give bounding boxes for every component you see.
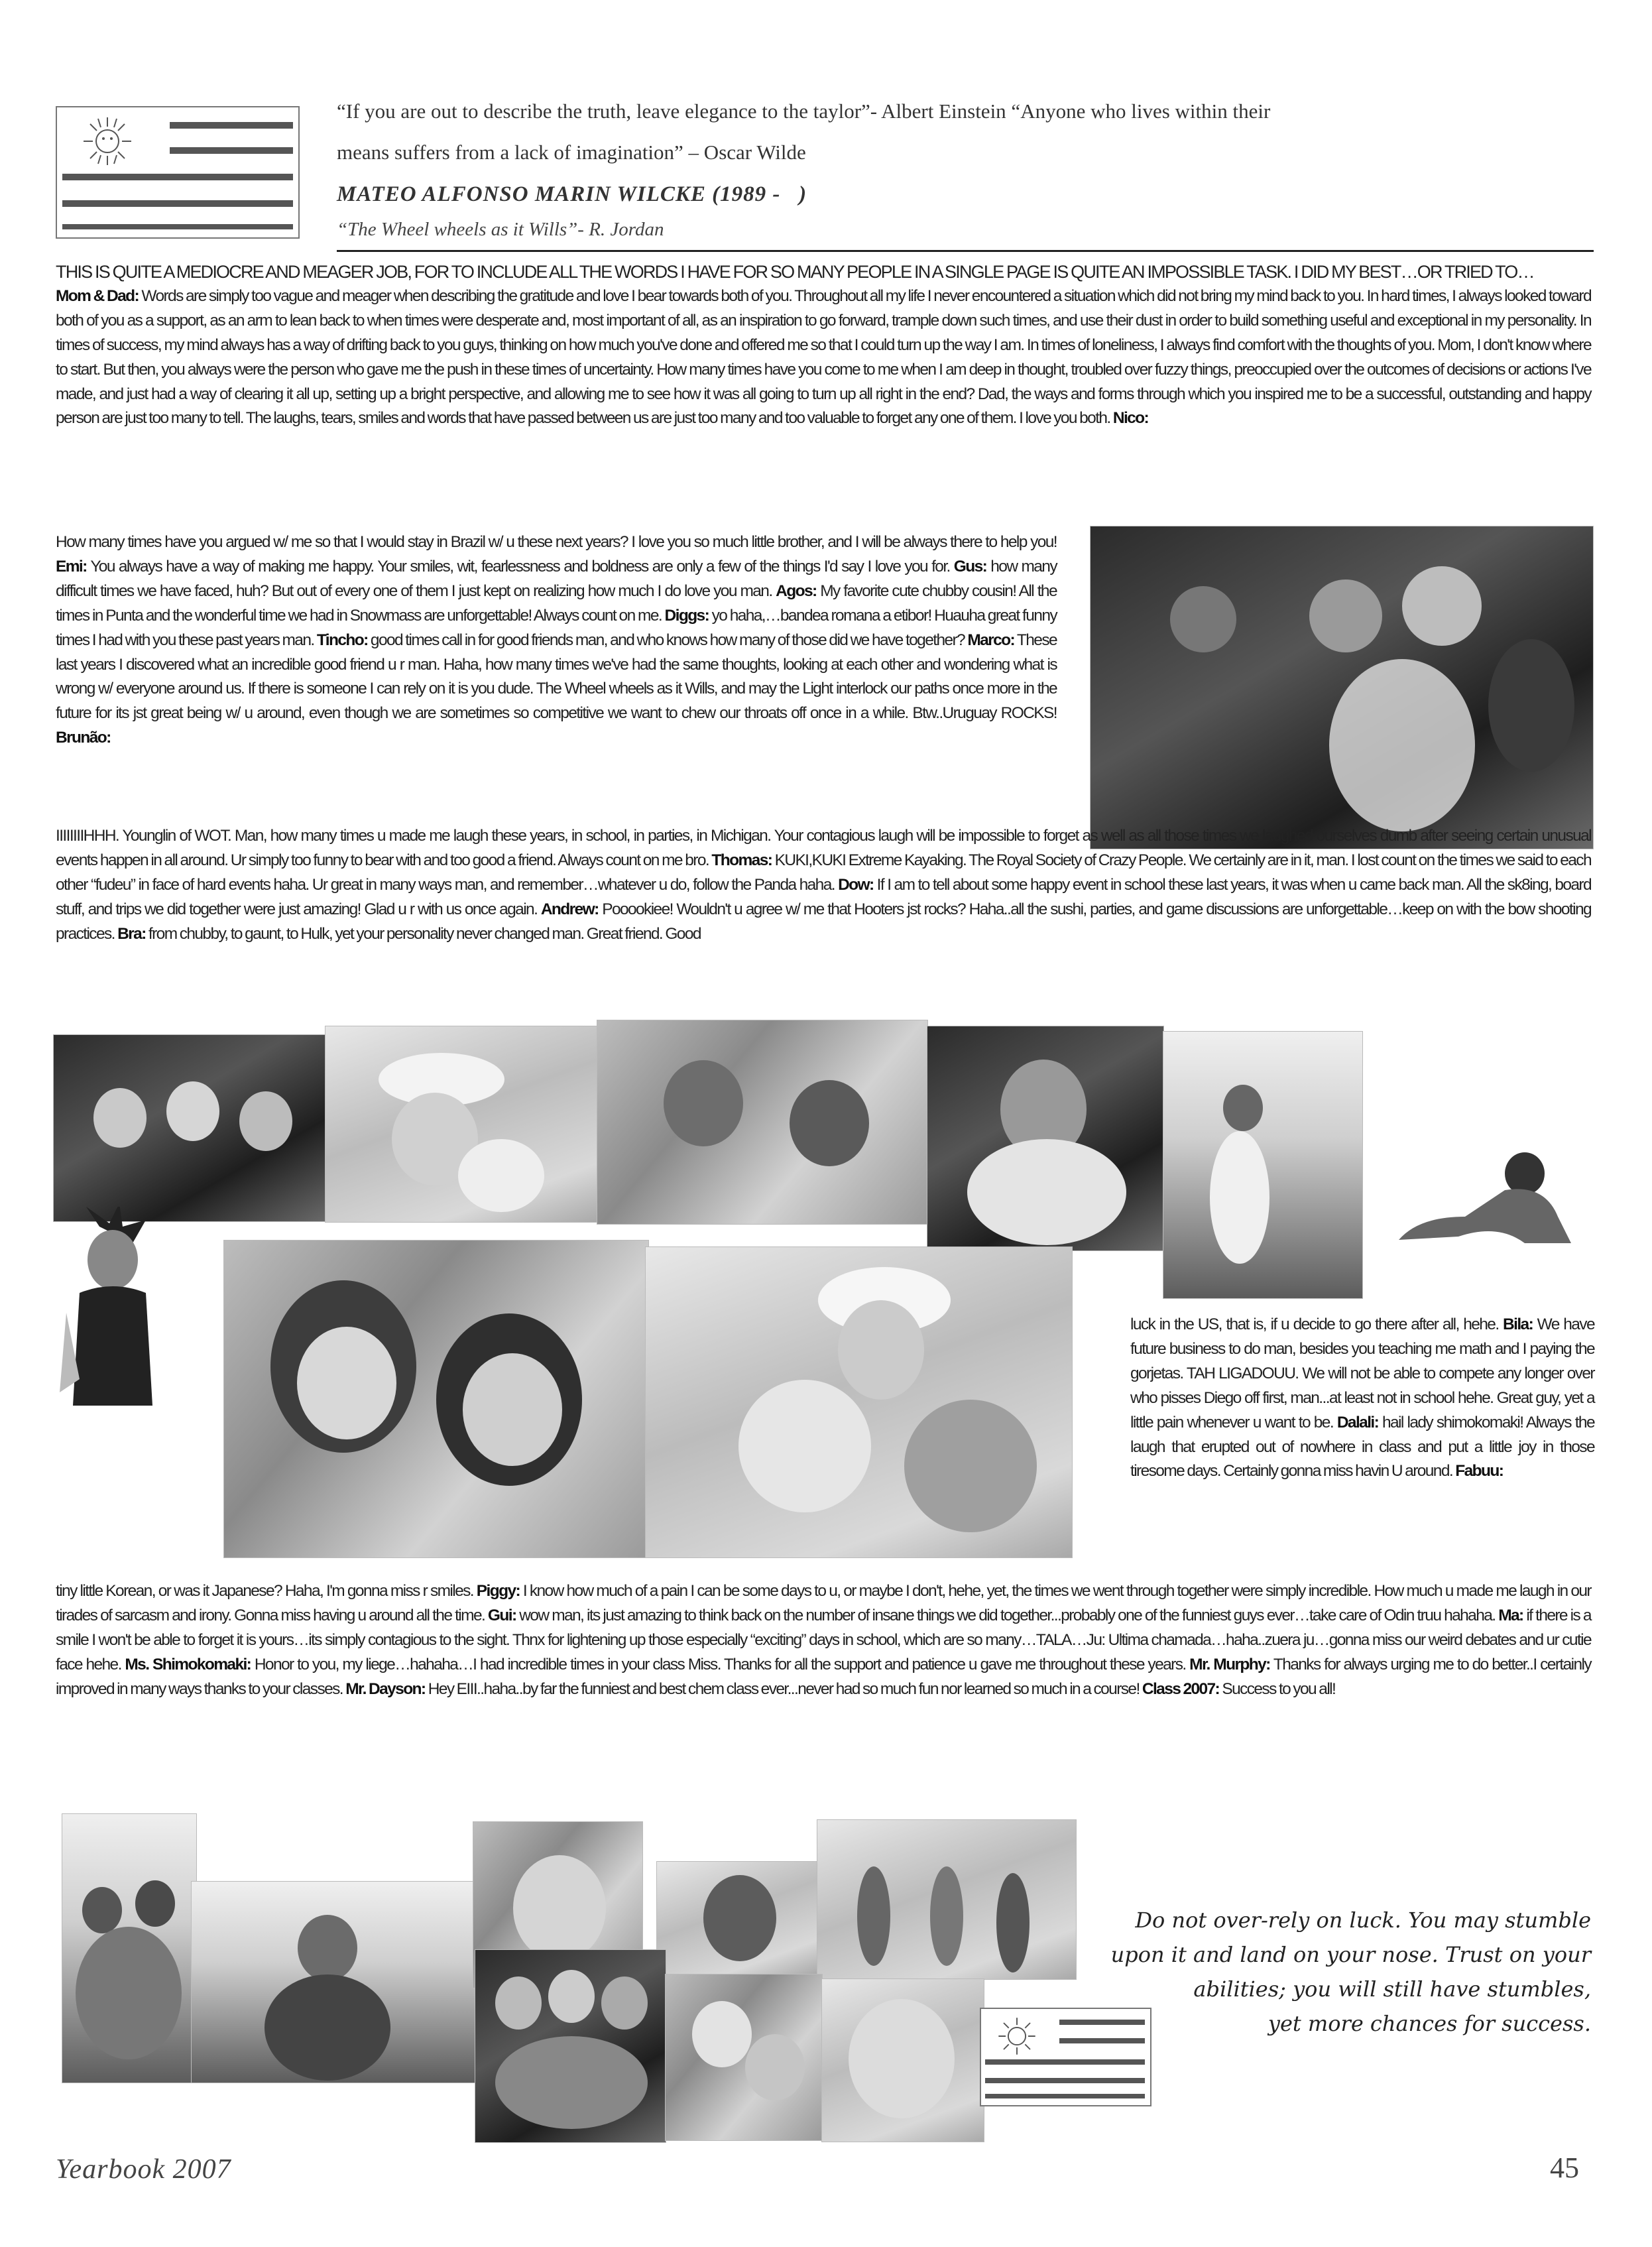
msg-ms-shimokomaki: Honor to you, my liege…hahaha…I had incredible times in your class Miss. Thanks for all the support and patience u gave me throughout these years. bbox=[254, 1655, 1186, 1673]
msg-bila: We have future business to do man, besides you teaching me math and I paying the gorjetas. TAH LIGADOUU. We will not be able to compete any longer over who pisses Diego off first, man...at least not in school hehe. Great guy, yet a little pain whenever u want to be. bbox=[1130, 1315, 1594, 1431]
photo-guy-sitting-cutout bbox=[1392, 1144, 1591, 1250]
dedication-text-top bbox=[56, 260, 1591, 525]
quote-jordan: “The Wheel wheels as it Wills”- R. Jordan bbox=[337, 219, 664, 240]
msg-gus: how many difficult times we have faced, huh? But out of every one of them I just kept on realizing how much I do love you man. bbox=[56, 557, 1057, 600]
msg-mom-dad: Words are simply too vague and meager when describing the gratitude and love I bear towards both of you. Throughout all my life I never encountered a situation which did not bring my mind back to you. In hard times, I always looked toward both of you as a support, as an arm to lean back to when times were desperate and, most important of all, as an inspiration to go forward, trample down such times, and use their dust in order to build something useful and exceptional in my personality. In times of success, my mind always has a way of drifting back to you guys, thinking on how much you've done and offered me so that I could turn up the way I am. In times of loneliness, I always find comfort with the thoughts of you. Mom, I don't know where to start. But then, you always were the person who gave me the push in these times of uncertainty. How many times have you come to me when I am deep in thought, troubled over fuzzy things, preoccupied over the outcomes of decisions or actions I've made, and just had a way of clearing it all up, setting up a bright perspective, and allowing me to see how it was all going to turn up all right in the end? Dad, the ways and forms through which you inspired me to be a successful, outstanding and happy person are just too many to tell. The laughs, tears, smiles and words that have passed between us are just too many and too valuable to forget any one of them. I love you both. bbox=[56, 286, 1591, 428]
photo-guy-in-canoe bbox=[191, 1881, 476, 2083]
name-dow: Dow: bbox=[838, 875, 874, 894]
name-marco: Marco: bbox=[967, 631, 1015, 649]
name-bra: Bra: bbox=[117, 924, 146, 943]
name-fabuu: Fabuu: bbox=[1455, 1462, 1504, 1481]
photo-group-sitting bbox=[475, 1949, 666, 2143]
closing-quote-line-4: yet more chances for success. bbox=[1268, 2011, 1591, 2036]
name-ms-shimokomaki: Ms. Shimokomaki: bbox=[125, 1655, 251, 1673]
msg-agos: My favorite cute chubby cousin! All the times in Punta and the wonderful time we had in Snowmass are unforgettable! Always count on me. bbox=[56, 581, 1057, 625]
msg-dow: If I am to tell about some happy event in school these last years, it was when u came back man. All the sk8ing, board stuff, and trips we did together were just amazing! Glad u r with us once again. bbox=[56, 875, 1591, 918]
closing-quote-line-2: upon it and land on your nose. Trust on your bbox=[1110, 1942, 1591, 1967]
quote-einstein: “If you are out to describe the truth, leave elegance to the taylor”- Albert Einstein “Anyone who lives within their bbox=[337, 99, 1271, 123]
msg-emi: You always have a way of making me happy. Your smiles, wit, fearlessness and boldness are only a few of the things I'd say I love you for. bbox=[90, 557, 950, 576]
name-mom-dad: Mom & Dad: bbox=[56, 286, 139, 305]
msg-thomas: KUKI,KUKI Extreme Kayaking. The Royal Society of Crazy People. We certainly are in it, man. I lost count on the times we said to each other “fudeu” in face of hard events haha. Ur great in many ways man, and remember…whatever u do, follow the Panda haha. bbox=[56, 851, 1591, 894]
closing-quote-line-1: Do not over-rely on luck. You may stumble bbox=[1135, 1908, 1591, 1933]
name-nico: Nico: bbox=[1112, 409, 1149, 428]
msg-andrew: Pooookiee! Wouldn't u agree w/ me that Hooters jst rocks? Haha..all the sushi, parties, and game discussions are unforgettable…keep on with the bow shooting practices. bbox=[56, 900, 1591, 943]
name-gui: Gui: bbox=[487, 1606, 516, 1624]
sun-of-may-icon bbox=[64, 113, 150, 170]
quote-wilde: means suffers from a lack of imagination” – Oscar Wilde bbox=[337, 141, 806, 164]
name-emi: Emi: bbox=[56, 557, 87, 576]
name-gus: Gus: bbox=[953, 557, 987, 576]
sun-of-may-icon-small bbox=[985, 2013, 1049, 2059]
msg-ma: if there is a smile I won't be able to forget it is yours…its simply contagious to the sight. Thnx for lightening up those especially “exciting” days in school, which are so many…TALA…Ju: Ultima chamada…haha..zuera ju…gonna miss our weird debates and ur cutie face hehe. bbox=[56, 1606, 1591, 1673]
photo-couple-on-beach bbox=[645, 1246, 1073, 1558]
photo-guy-on-porch bbox=[1163, 1031, 1363, 1299]
name-class-2007: Class 2007: bbox=[1142, 1679, 1220, 1698]
msg-brunao: IIIIIIIIHHH. Younglin of WOT. Man, how many times u made me laugh these years, in school, in parties, in Michigan. Your contagious laugh will be impossible to forget as well as all those times we laughed ourselves dumb after seeing certain unusual events happen in all around. Ur simply too funny to bear with and too good a friend. Always count on me bro. bbox=[56, 827, 1591, 869]
msg-bra: from chubby, to gaunt, to Hulk, yet your personality never changed man. Great friend. Good bbox=[148, 924, 701, 943]
name-mr-dayson: Mr. Dayson: bbox=[345, 1679, 426, 1698]
name-bila: Bila: bbox=[1503, 1315, 1533, 1333]
uruguay-flag-icon bbox=[56, 106, 300, 239]
name-thomas: Thomas: bbox=[711, 851, 772, 869]
name-diggs: Diggs: bbox=[664, 606, 709, 625]
dedication-text-left-col bbox=[56, 530, 1057, 849]
photo-friends-night bbox=[1090, 526, 1594, 849]
msg-piggy: I know how much of a pain I can be some days to u, or maybe I don't, hehe, yet, the times we went through together were simply incredible. How much u made me laugh in our tirades of sarcasm and irony. Gonna miss having u around all the time. bbox=[56, 1582, 1591, 1624]
msg-marco: These last years I discovered what an incredible good friend u r man. Haha, how many times we've had the same thoughts, looking at each other and wondering what is wrong w/ everyone around us. If there is someone I can rely on it is you dude. The Wheel wheels as it Wills, and may the Light interlock our paths once more in the future for its jst great being w/ u around, even though we are sometimes so competitive we want to chew our throats off once in a while. Btw..Uruguay ROCKS! bbox=[56, 631, 1057, 723]
photo-three-friends bbox=[53, 1034, 329, 1222]
msg-tincho: good times call in for good friends man, and who knows how many of those did we have together? bbox=[370, 631, 965, 649]
photo-close-up-friends bbox=[223, 1240, 649, 1558]
name-tincho: Tincho: bbox=[316, 631, 368, 649]
closing-quote bbox=[1067, 1903, 1591, 2041]
msg-fabuu: tiny little Korean, or was it Japanese? Haha, I'm gonna miss r smiles. bbox=[56, 1582, 473, 1600]
msg-gui: wow man, its just amazing to think back on the number of insane things we did together...probably one of the funniest guys ever…take care of Odin truu hahaha. bbox=[519, 1606, 1496, 1624]
photo-guy-with-glasses bbox=[656, 1861, 818, 1975]
dedication-text-mid bbox=[56, 824, 1591, 1003]
photo-kids-with-hat bbox=[325, 1026, 599, 1223]
name-andrew: Andrew: bbox=[540, 900, 599, 918]
photo-guy-eating bbox=[927, 1026, 1164, 1251]
name-ma: Ma: bbox=[1498, 1606, 1523, 1624]
photo-funny-face bbox=[821, 1978, 984, 2142]
name-brunao: Brunão: bbox=[56, 729, 111, 747]
dedication-text-right-col bbox=[1130, 1313, 1594, 1591]
msg-diggs: yo haha,…bandea romana a etibor! Huauha great funny times I had with you these past years man. bbox=[56, 606, 1057, 649]
msg-mr-dayson: Hey EIII..haha..by far the funniest and best chem class ever...never had so much fun nor learned so much in a course! bbox=[428, 1679, 1140, 1698]
photo-beach-group bbox=[817, 1819, 1077, 1980]
msg-bra-continued: luck in the US, that is, if u decide to go there after all, hehe. bbox=[1130, 1315, 1499, 1333]
photo-two-guys-jungle bbox=[62, 1813, 197, 2083]
header-divider bbox=[337, 250, 1594, 252]
name-mr-murphy: Mr. Murphy: bbox=[1189, 1655, 1270, 1673]
intro-heading: THIS IS QUITE A MEDIOCRE AND MEAGER JOB, FOR TO INCLUDE ALL THE WORDS I HAVE FOR SO MANY PEOPLE IN A SINGLE PAGE IS QUITE AN IMPOSSIBLE TASK. I DID MY BEST…OR TRIED TO… bbox=[56, 262, 1534, 282]
footer-page-number: 45 bbox=[1550, 2152, 1579, 2184]
msg-mr-murphy: Thanks for always urging me to do better..I certainly improved in many ways thanks to your classes. bbox=[56, 1655, 1591, 1698]
msg-class-2007: Success to you all! bbox=[1222, 1679, 1336, 1698]
name-piggy: Piggy: bbox=[476, 1582, 520, 1600]
msg-nico: How many times have you argued w/ me so that I would stay in Brazil w/ u these next years? I love you so much little brother, and I will be always there to help you! bbox=[56, 533, 1057, 551]
dedication-text-bottom bbox=[56, 1579, 1591, 1778]
photo-two-guys-lounging bbox=[597, 1020, 928, 1225]
photo-party-friends bbox=[665, 1974, 823, 2141]
student-name: MATEO ALFONSO MARIN WILCKE (1989 - ) bbox=[337, 182, 807, 206]
photo-guy-punk-hair-cutout bbox=[40, 1207, 179, 1472]
msg-dalali: hail lady shimokomaki! Always the laugh that erupted out of nowhere in class and put a little joy in those tiresome days. Certainly gonna miss havin U around. bbox=[1130, 1413, 1594, 1481]
name-agos: Agos: bbox=[776, 581, 817, 600]
name-dalali: Dalali: bbox=[1336, 1413, 1379, 1431]
closing-quote-line-3: abilities; you will still have stumbles, bbox=[1193, 1976, 1591, 2002]
footer-yearbook-label: Yearbook 2007 bbox=[56, 2154, 231, 2185]
